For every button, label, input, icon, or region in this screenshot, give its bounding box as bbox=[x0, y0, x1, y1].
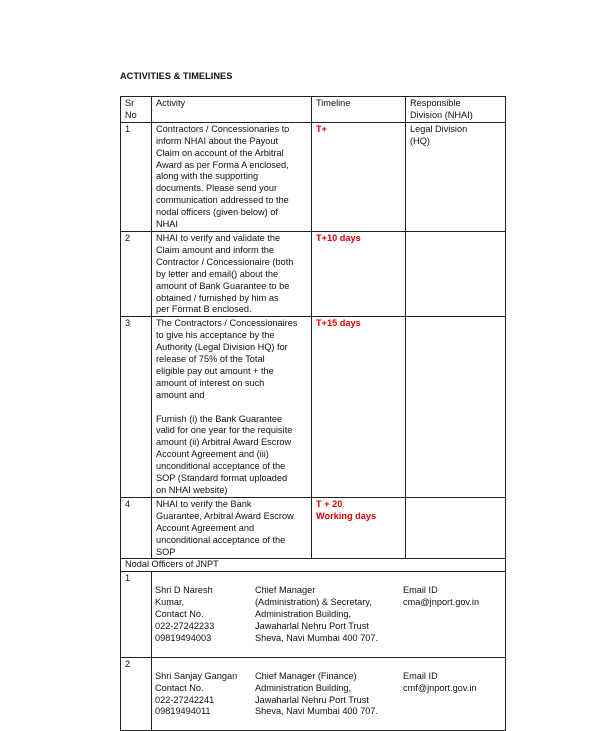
row-responsible bbox=[406, 497, 506, 559]
table-row bbox=[121, 231, 506, 316]
row-activity: The Contractors / Concessionaires to give his acceptance by the Authority (Legal Division HQ) for release of 75% of the Total eligible pay out amount + the amount of interest on such amount and Furnish (i) the Bank Guarantee valid for one year for the requisite amount (ii) Arbitral Award Escrow Account Agreement and (iii) unconditional acceptance of the SOP (Standard format uploaded on NHAI website) bbox=[152, 317, 312, 498]
row-responsible: Legal Division (HQ) bbox=[406, 122, 506, 231]
row-timeline: T+10 days bbox=[312, 231, 406, 316]
table-header-row bbox=[121, 97, 506, 123]
officer-position-address: Chief Manager (Finance) Administration Building, Jawaharlal Nehru Port Trust Sheva, Navi Mumbai 400 707. bbox=[255, 670, 379, 717]
row-responsible bbox=[406, 231, 506, 316]
table-row bbox=[121, 497, 506, 559]
nodal-officer-row bbox=[121, 657, 506, 730]
table-row bbox=[121, 317, 506, 498]
section-heading: ACTIVITIES & TIMELINES bbox=[120, 71, 233, 81]
header-activity: Activity bbox=[152, 97, 312, 123]
row-sr-no: 2 bbox=[121, 231, 152, 316]
activities-table bbox=[120, 96, 506, 731]
officer-email: cmf@jnport.gov.in bbox=[403, 682, 477, 693]
officer-sr-no: 1 bbox=[121, 572, 152, 657]
row-activity: NHAI to verify the Bank Guarantee, Arbitral Award Escrow Account Agreement and unconditional acceptance of the SOP bbox=[152, 497, 312, 559]
officer-name-contact: Shri D Naresh Kumar, Contact No. 022-27242233 09819494003 bbox=[155, 585, 215, 643]
table-row bbox=[121, 122, 506, 231]
email-label: Email ID bbox=[403, 585, 438, 596]
row-activity: NHAI to verify and validate the Claim amount and inform the Contractor / Concessionaire (both by letter and email() about the amount of Bank Guarantee to be obtained / furnished by him as per Format B enclosed. bbox=[152, 231, 312, 316]
officer-position-address: Chief Manager (Administration) & Secretary, Administration Building, Jawaharlal Nehru Port Trust Sheva, Navi Mumbai 400 707. bbox=[255, 585, 379, 643]
header-responsible-division: Responsible Division (NHAI) bbox=[406, 97, 506, 123]
nodal-officers-title-row bbox=[121, 559, 506, 572]
officer-email-block bbox=[403, 584, 506, 645]
row-sr-no: 1 bbox=[121, 122, 152, 231]
row-timeline: T + 20 Working days bbox=[312, 497, 406, 559]
row-responsible bbox=[406, 317, 506, 498]
email-label: Email ID bbox=[403, 670, 438, 681]
row-sr-no: 4 bbox=[121, 497, 152, 559]
officer-email-block bbox=[403, 670, 506, 719]
header-sr-no: Sr No bbox=[121, 97, 152, 123]
row-timeline: T+15 days bbox=[312, 317, 406, 498]
row-sr-no: 3 bbox=[121, 317, 152, 498]
header-timeline: Timeline bbox=[312, 97, 406, 123]
row-timeline: T+ bbox=[312, 122, 406, 231]
officer-name-contact: Shri Sanjay Gangan Contact No. 022-27242241 09819494011 bbox=[155, 670, 238, 717]
row-activity: Contractors / Concessionaries to inform NHAI about the Payout Claim on account of the Arbitral Award as per Forma A enclosed, along with the supporting documents. Please send your communication addressed to the nodal officers (given below) of NHAI bbox=[152, 122, 312, 231]
officer-sr-no: 2 bbox=[121, 657, 152, 730]
nodal-officers-title: Nodal Officers of JNPT bbox=[121, 559, 506, 572]
officer-email: cma@jnport.gov.in bbox=[403, 597, 480, 608]
nodal-officer-row bbox=[121, 572, 506, 657]
